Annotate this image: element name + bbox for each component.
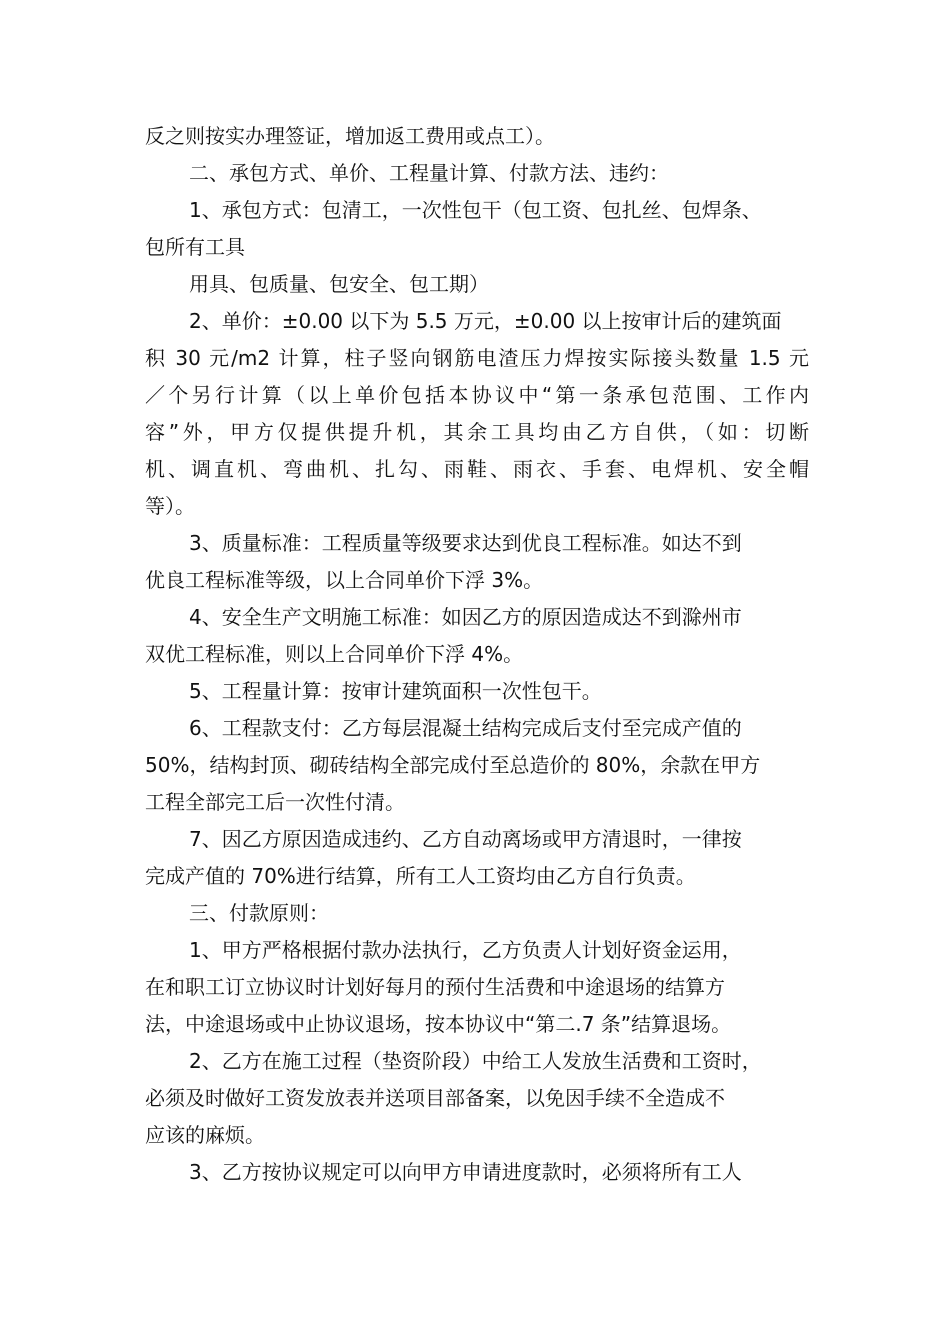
text-line: 在和职工订立协议时计划好每月的预付生活费和中途退场的结算方 xyxy=(145,975,725,999)
text-line: 5、工程量计算：按审计建筑面积一次性包干。 xyxy=(189,679,602,703)
text-line: 机、调直机、弯曲机、扎勾、雨鞋、雨衣、手套、电焊机、安全帽 xyxy=(145,457,809,481)
text-line: 6、工程款支付：乙方每层混凝土结构完成后支付至完成产值的 xyxy=(189,716,742,740)
text-line: 容”外，甲方仅提供提升机，其余工具均由乙方自供，（如：切断 xyxy=(145,420,809,444)
text-line: 50%，结构封顶、砌砖结构全部完成付至总造价的 80%，余款在甲方 xyxy=(145,753,761,777)
text-line: 必须及时做好工资发放表并送项目部备案，以免因手续不全造成不 xyxy=(145,1086,725,1110)
text-line: 应该的麻烦。 xyxy=(145,1123,265,1147)
text-line: 优良工程标准等级，以上合同单价下浮 3%。 xyxy=(145,568,544,592)
text-line: 等）。 xyxy=(145,494,195,518)
text-line: 积 30 元/m2 计算，柱子竖向钢筋电渣压力焊按实际接头数量 1.5 元 xyxy=(145,346,809,370)
text-line: 用具、包质量、包安全、包工期） xyxy=(189,272,489,296)
text-line: 2、单价：±0.00 以下为 5.5 万元，±0.00 以上按审计后的建筑面 xyxy=(189,309,782,333)
text-line: 2、乙方在施工过程（垫资阶段）中给工人发放生活费和工资时， xyxy=(189,1049,762,1073)
text-line: 双优工程标准，则以上合同单价下浮 4%。 xyxy=(145,642,524,666)
text-line: 法，中途退场或中止协议退场，按本协议中“第二.7 条”结算退场。 xyxy=(145,1012,732,1036)
text-line: 工程全部完工后一次性付清。 xyxy=(145,790,405,814)
section-heading: 三、付款原则： xyxy=(189,901,329,925)
section-heading: 二、承包方式、单价、工程量计算、付款方法、违约： xyxy=(189,161,669,185)
text-line: ／个另行计算（以上单价包括本协议中“第一条承包范围、工作内 xyxy=(145,383,809,407)
text-line: 反之则按实办理签证，增加返工费用或点工）。 xyxy=(145,124,555,148)
text-line: 1、甲方严格根据付款办法执行，乙方负责人计划好资金运用， xyxy=(189,938,742,962)
text-line: 完成产值的 70%进行结算，所有工人工资均由乙方自行负责。 xyxy=(145,864,696,888)
text-line: 3、乙方按协议规定可以向甲方申请进度款时，必须将所有工人 xyxy=(189,1160,742,1184)
text-line: 3、质量标准：工程质量等级要求达到优良工程标准。如达不到 xyxy=(189,531,742,555)
text-line: 1、承包方式：包清工，一次性包干（包工资、包扎丝、包焊条、 xyxy=(189,198,762,222)
document-body xyxy=(145,118,809,1191)
text-line: 4、安全生产文明施工标准：如因乙方的原因造成达不到滁州市 xyxy=(189,605,742,629)
text-line: 7、因乙方原因造成违约、乙方自动离场或甲方清退时，一律按 xyxy=(189,827,742,851)
text-line: 包所有工具 xyxy=(145,235,245,259)
